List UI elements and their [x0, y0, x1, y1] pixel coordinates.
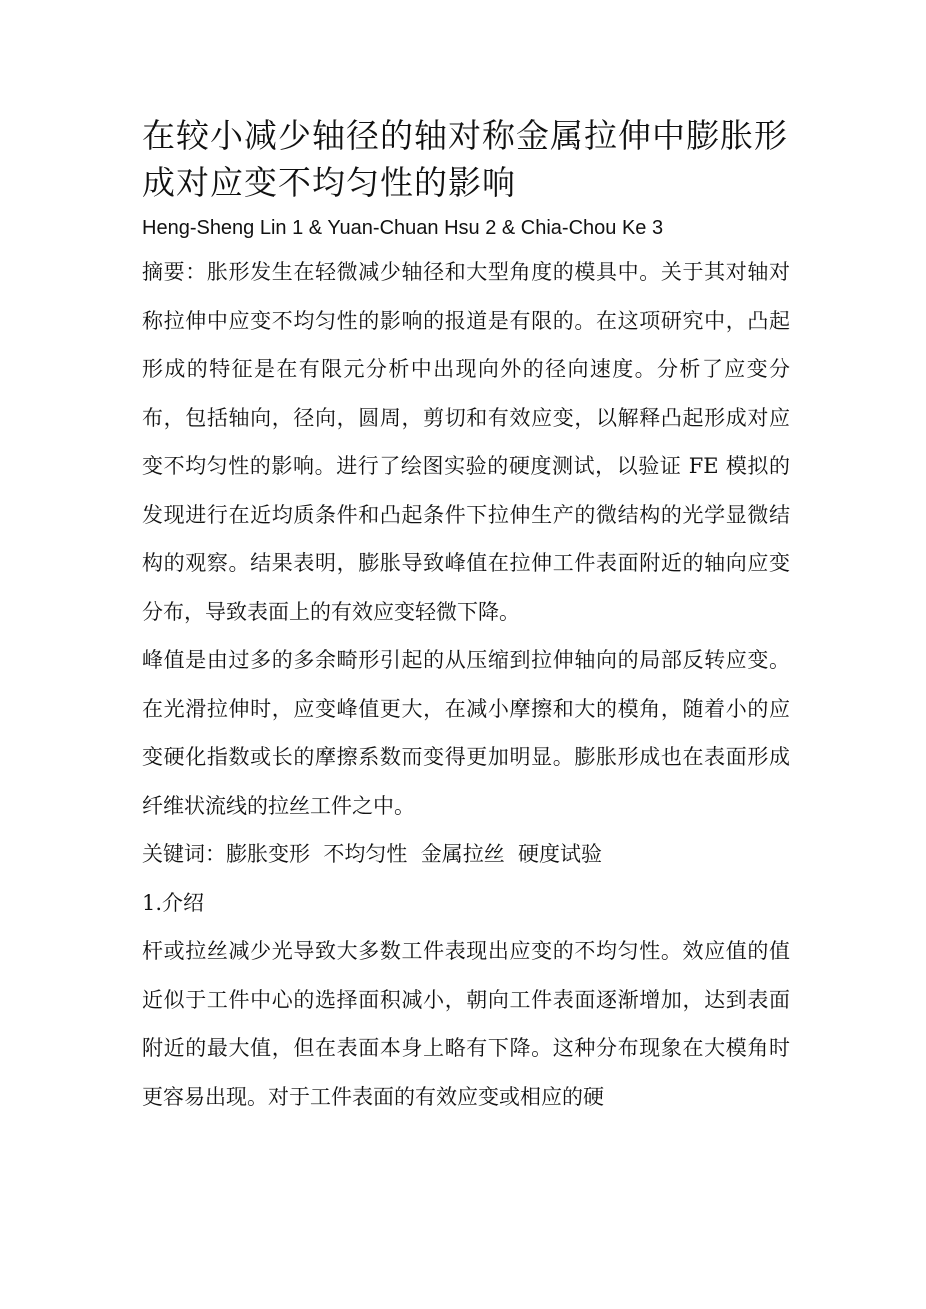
paper-authors: Heng-Sheng Lin 1 & Yuan-Chuan Hsu 2 & Chia-Chou Ke 3 — [142, 217, 664, 239]
document-page — [142, 112, 790, 1121]
paper-title: 在较小减少轴径的轴对称金属拉伸中膨胀形成对应变不均匀性的影响 — [142, 116, 788, 202]
introduction-paragraph: 杆或拉丝减少光导致大多数工件表现出应变的不均匀性。效应值的值近似于工件中心的选择面积减小，朝向工件表面逐渐增加，达到表面附近的最大值，但在表面本身上略有下降。这种分布现象在大模角时更容易出现。对于工件表面的有效应变或相应的硬 — [142, 939, 790, 1109]
abstract-paragraph: 摘要：胀形发生在轻微减少轴径和大型角度的模具中。关于其对轴对称拉伸中应变不均匀性的影响的报道是有限的。在这项研究中，凸起形成的特征是在有限元分析中出现向外的径向速度。分析了应变分布，包括轴向，径向，圆周，剪切和有效应变，以解释凸起形成对应变不均匀性的影响。进行了绘图实验的硬度测试，以验证 FE 模拟的发现进行在近均质条件和凸起条件下拉伸生产的微结构的光学显微结构的观察。结果表明，膨胀导致峰值在拉伸工件表面附近的轴向应变分布，导致表面上的有效应变轻微下降。 — [142, 260, 790, 624]
keywords-line: 关键词：膨胀变形 不均匀性 金属拉丝 硬度试验 — [142, 842, 603, 866]
abstract-continuation-paragraph: 峰值是由过多的多余畸形引起的从压缩到拉伸轴向的局部反转应变。在光滑拉伸时，应变峰值更大，在减小摩擦和大的模角，随着小的应变硬化指数或长的摩擦系数而变得更加明显。膨胀形成也在表面形成纤维状流线的拉丝工件之中。 — [142, 648, 790, 818]
section-heading-introduction: 1.介绍 — [142, 890, 205, 915]
